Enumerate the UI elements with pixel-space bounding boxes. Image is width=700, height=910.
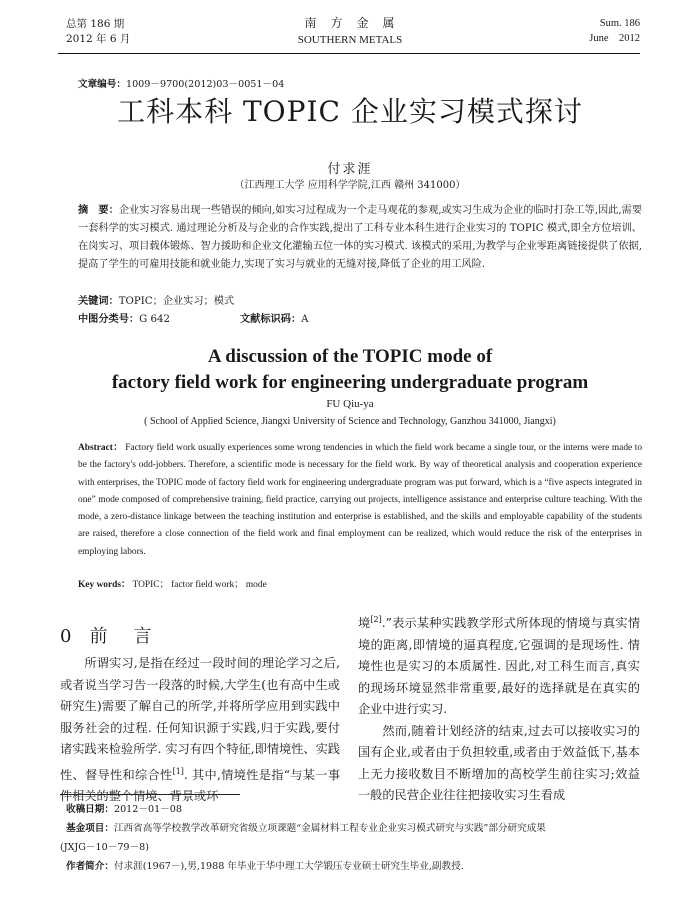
keywords-en-text: TOPIC； factor field work； mode	[132, 580, 267, 590]
article-number-value: 1009－9700(2012)03－0051－04	[125, 79, 285, 90]
author-en: FU Qiu-ya	[326, 398, 374, 410]
keywords-zh-label: 关键词：	[78, 296, 119, 307]
body-right-paragraph-1	[358, 609, 640, 721]
fund-label: 基金项目：	[66, 823, 114, 834]
author-zh: 付求涯	[327, 162, 373, 177]
body-right-p1: .”表示某种实践教学形式所体现的情境与真实情境的距离,即情境的逼真程度,它强调的是现场性. 情境性也是实习的本质属性. 因此,对工科生而言,真实的现场环境显然非常重要,最好的选择就是在真实的企业中进行实习.	[358, 616, 641, 717]
body-right-paragraph-2: 然而,随着计划经济的结束,过去可以接收实习的国有企业,或者由于负担较重,或者由于效益低下,基本上无力接收数目不断增加的高校学生前往实习;效益一般的民营企业往往把接收实习生看成	[358, 723, 640, 803]
abstract-en	[78, 440, 642, 561]
body-right-p1-head: 境	[358, 616, 371, 631]
received-value: 2012－01－08	[113, 804, 182, 815]
footnote-fund-code: (JXJG－10－79－8)	[60, 842, 149, 853]
body-left-p1-tail: . 其中,情境性是指“与某一事件相关的整个情境、背景或环	[60, 767, 341, 804]
keywords-zh	[78, 293, 642, 311]
section-number: 0	[60, 626, 76, 647]
keywords-zh-text: TOPIC；企业实习；模式	[118, 296, 235, 307]
header-rule	[58, 53, 640, 54]
body-right-column	[358, 609, 640, 807]
body-left-paragraph	[60, 653, 340, 808]
footnote-author	[66, 858, 646, 877]
title-en-line1: A discussion of the TOPIC mode of	[207, 346, 493, 367]
footnote-rule	[60, 794, 240, 795]
header-journal-en: SOUTHERN METALS	[297, 34, 403, 46]
article-number	[78, 76, 284, 90]
article-number-label: 文章编号：	[78, 79, 126, 90]
body-left-column	[60, 653, 340, 808]
clc-line	[78, 311, 642, 329]
title-en-line2: factory field work for engineering undergraduate program	[111, 372, 589, 393]
section-heading	[60, 622, 155, 648]
citation-2: [2]	[370, 615, 382, 624]
title-zh: 工科本科 TOPIC 企业实习模式探讨	[117, 95, 583, 128]
header-journal-zh: 南 方 金 属	[304, 16, 396, 30]
keywords-en	[78, 577, 642, 594]
body-left-p1: 所谓实习,是指在经过一段时间的理论学习之后,或者说当学习告一段落的时候,大学生(也有高中生或研究生)需要了解自己的所学,并将所学应用到实践中服务社会的过程. 任何知识源于实践,归于实践,要付诸实践来检验所学. 实习有四个特征,即情境性、实践性、督导性和综合性	[60, 656, 340, 782]
header-issue-en: Sum. 186	[599, 18, 640, 29]
footnote-received	[66, 801, 646, 820]
author-bio-label: 作者简介：	[66, 861, 114, 872]
abstract-en-text: Factory field work usually experiences some wrong tendencies in which the field work became a single tour, or the interns were made to be the factory's odd-jobbers. Therefore, a scientific mode is necessary for the field work. By way of theoretical analysis and cooperation experience with enterprises, the TOPIC mode of factory field work for engineering undergraduate program was put forward, which is a “five aspects integrated in one” mode composed of comprehensive training, field practice, carrying out projects, intelligence assistance and enterprise culture teaching. With the mode, a zero-distance linkage between the teaching institution and enterprise is established, and the skills and employable capability of the students are raised, therefore a close connection of the field work and final employment can be realized, which would reduce the risk of the enterprises in employing labors.	[78, 443, 643, 557]
citation-1: [1]	[172, 766, 184, 776]
clc-label: 中图分类号：	[78, 314, 140, 325]
header-date-en: June 2012	[589, 33, 640, 44]
header-issue-zh: 总第 186 期	[66, 18, 125, 30]
doc-code-line	[240, 311, 308, 329]
affiliation-en: ( School of Applied Science, Jiangxi University of Science and Technology, Ganzhou 341000, Jiangxi)	[144, 416, 556, 427]
doc-code-label: 文献标识码：	[240, 314, 302, 325]
clc-value: G 642	[139, 314, 170, 325]
section-title: 前 言	[89, 626, 156, 647]
received-label: 收稿日期：	[66, 804, 114, 815]
abstract-zh	[78, 202, 642, 274]
abstract-zh-label: 摘 要：	[78, 205, 119, 216]
keywords-en-label: Key words：	[78, 580, 131, 590]
abstract-zh-text: 企业实习容易出现一些错误的倾向,如实习过程成为一个走马观花的参观,或实习生成为企业的临时打杂工等,因此,需要一套科学的实习模式. 通过理论分析及与企业的合作实践,提出了工科专业本科生进行企业实习的 TOPIC 模式,即全方位培训、在岗实习、项目载体锻炼、智力援助和企业文化灌输五位一体的实习模式. 该模式的采用,为教学与企业零距离链接提供了依据,提高了学生的可雇用技能和就业能力,实现了实习与就业的无缝对接,降低了企业的用工风险.	[78, 205, 643, 270]
fund-value: 江西省高等学校教学改革研究省级立项课题“金属材料工程专业企业实习模式研究与实践”部分研究成果	[113, 823, 546, 834]
affiliation-zh: （江西理工大学 应用科学学院,江西 赣州 341000）	[234, 180, 466, 191]
abstract-en-label: Abstract：	[78, 443, 123, 453]
header-date-zh: 2012 年 6 月	[66, 33, 131, 45]
footnote-fund	[66, 820, 646, 839]
author-bio-value: 付求涯(1967－),男,1988 年毕业于华中理工大学锻压专业硕士研究生毕业,副教授.	[113, 861, 464, 872]
doc-code-value: A	[301, 314, 309, 325]
